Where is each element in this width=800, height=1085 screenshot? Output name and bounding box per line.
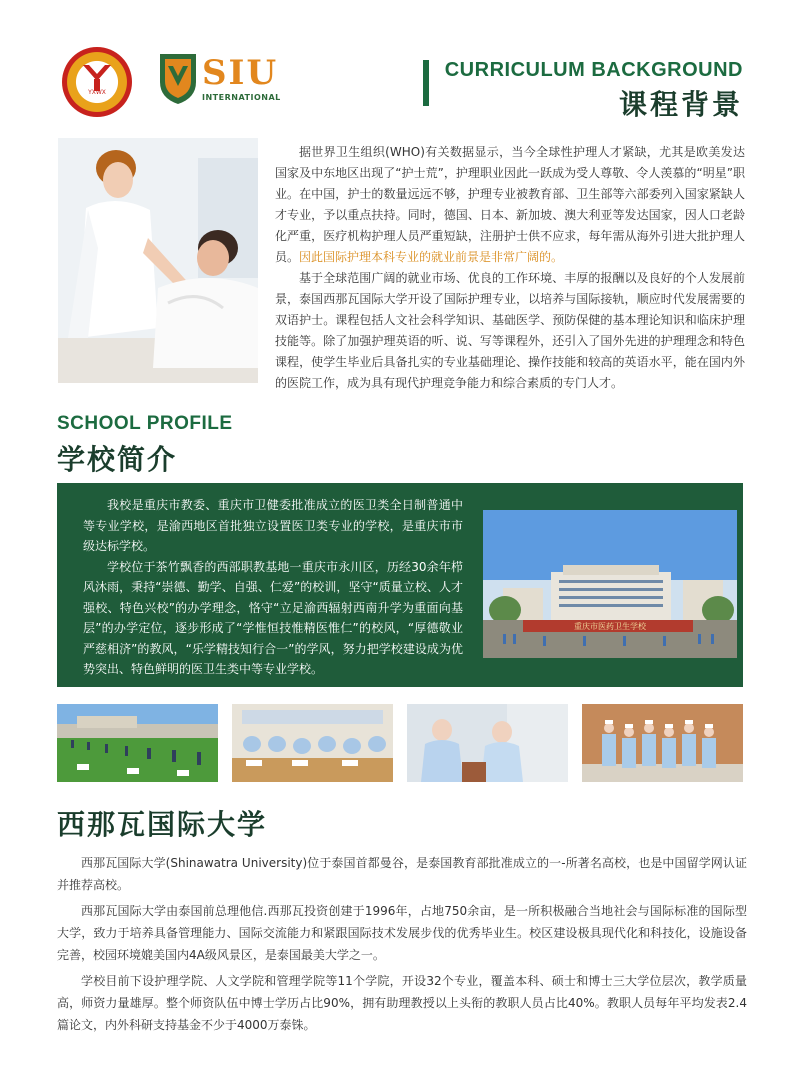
campus-sign-text: 重庆市医药卫生学校 (574, 622, 646, 631)
siu-logo-text: SIU (202, 53, 279, 93)
curriculum-paragraph-2: 基于全球范围广阔的就业市场、优良的工作环境、丰厚的报酬以及良好的个人发展前景，泰国西那瓦国际大学开设了国际护理专业，以培养与国际接轨，顺应时代发展需要的双语护士。课程包括人文社会科学知识、基础医学、预防保健的基本理论知识和临床护理技能等。除了加强护理英语的听、说、写等课程外，还引入了国外先进的护理理念和特色课程，使学生毕业后具备扎实的专业基础理论、操作技能和较高的英语水平，能在国内外的医院工作，成为具有现代护理竞争能力和综合素质的专门人才。 (275, 271, 745, 390)
school-profile-title-cn: 学校简介 (57, 443, 178, 476)
curriculum-highlight: 因此国际护理本科专业的就业前景是非常广阔的。 (299, 250, 564, 264)
curriculum-paragraph-1: 据世界卫生组织(WHO)有关数据显示，当今全球性护理人才紧缺，尤其是欧美发达国家及中东地区出现了“护士荒”，护理职业因此一跃成为受人尊敬、令人羡慕的“明星”职业。在中国，护士的数量远远不够，护理专业被教育部、卫生部等六部委列入国家紧缺人才专业，予以重点扶持。同时，德国、日本、新加坡、澳大利亚等发达国家，因人口老龄化严重，医疗机构护理人员严重短缺，注册护士供不应求，每年需从海外引进大批护理人员。 (275, 145, 745, 264)
campus-building-photo (483, 510, 737, 658)
siu-logo-subtext: INTERNATIONAL (202, 93, 281, 102)
nurse-group-photo (582, 704, 743, 782)
siu-logo (158, 50, 293, 108)
siu-paragraph-1: 西那瓦国际大学(Shinawatra University)位于泰国首都曼谷，是泰国教育部批准成立的一-所著名高校，也是中国留学网认证并推荐高校。 (57, 856, 747, 892)
drill-field-photo (57, 704, 218, 782)
logo-yxwx-text: YXWX (88, 89, 106, 95)
school-profile-paragraph-2: 学校位于茶竹飘香的西部职教基地一重庆市永川区，历经30余年栉风沐雨，秉持“崇德、勤学、自强、仁爱”的校训，坚守“质量立校、人才强校、特色兴校”的办学理念，恪守“立足渝西辐射西南升学为重面向基层”的办学定位，逐步形成了“学惟恒技惟精医惟仁”的校风，“厚德敬业严慈相济”的教风，“乐学精技知行合一”的学风，努力把学校建设成为优势突出、特色鲜明的医卫生类中等专业学校。 (83, 559, 463, 676)
nurse-patient-photo (58, 138, 258, 383)
school-profile-title-en: SCHOOL PROFILE (57, 413, 233, 434)
school-profile-paragraph-1: 我校是重庆市教委、重庆市卫健委批准成立的医卫类全日制普通中等专业学校，是渝西地区首批独立设置医卫类专业的学校，是重庆市市级达标学校。 (83, 498, 463, 553)
nursing-practice-photo (407, 704, 568, 782)
classroom-photo (232, 704, 393, 782)
school-emblem-icon (79, 61, 115, 95)
siu-paragraph-3: 学校目前下设护理学院、人文学院和管理学院等11个学院，开设32个专业，覆盖本科、硕士和博士三大学位层次，教学质量高，师资力量雄厚。整个师资队伍中博士学历占比90%，拥有助理教授以上头衔的教职人员占比40%。教职人员每年平均发表2.4篇论文，内外科研支持基金不少于4000万泰铢。 (57, 974, 747, 1032)
curriculum-text (275, 142, 745, 394)
siu-section-title: 西那瓦国际大学 (57, 808, 268, 841)
school-profile-text (83, 495, 463, 680)
header-accent-bar (423, 60, 429, 106)
school-logo (62, 47, 132, 117)
siu-text (57, 852, 747, 1040)
siu-paragraph-2: 西那瓦国际大学由泰国前总理他信.西那瓦投资创建于1996年，占地750余亩，是一所积极融合当地社会与国际标准的国际型大学，致力于培养具备管理能力、国际交流能力和紧跟国际技术发展步伐的优秀毕业生。校区建设极具现代化和科技化，设施设备完善，校园环境媲美国内4A级风景区，是泰国最美大学之一。 (57, 904, 747, 962)
curriculum-title-cn: 课程背景 (618, 88, 743, 121)
curriculum-title-en: CURRICULUM BACKGROUND (444, 59, 743, 81)
siu-shield-icon (158, 52, 198, 106)
